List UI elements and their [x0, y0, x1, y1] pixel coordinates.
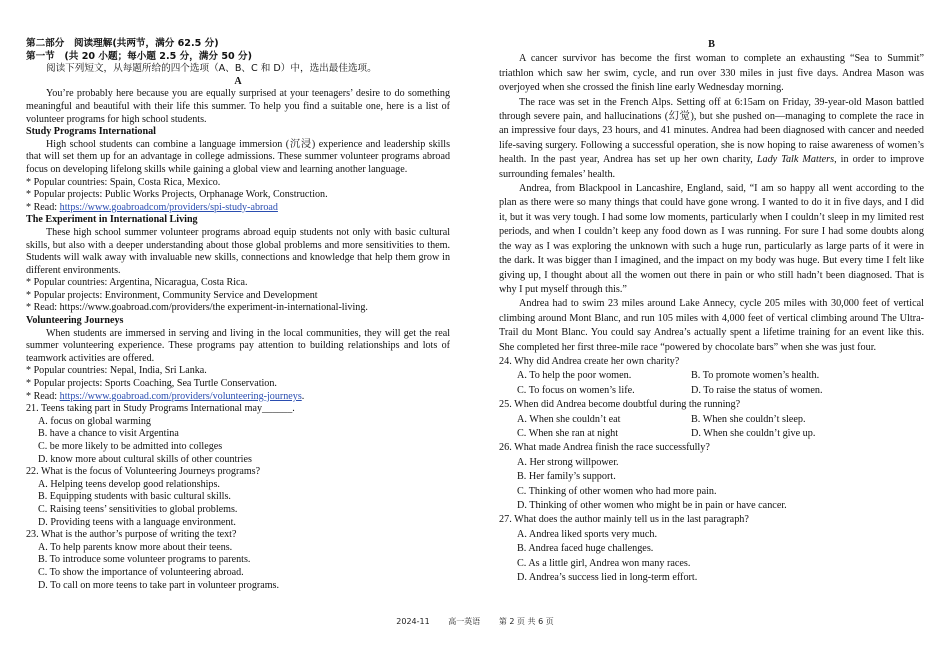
question-22	[26, 466, 450, 529]
option-c[interactable]: C. As a little girl, Andrea won many races.	[517, 557, 691, 569]
question-21	[26, 403, 450, 466]
question-23	[26, 529, 450, 592]
read-label: * Read:	[26, 390, 60, 402]
program-read	[26, 391, 450, 404]
question-25	[499, 398, 924, 441]
passage-b-paragraph-4: Andrea had to swim 23 miles around Lake Annecy, cycle 205 miles with 30,000 feet of vertical climbing around Mont Blanc, and run 105 miles with 4,000 feet of vertical climbing around The Ultra-Trail du Mont Blanc. You could say Andrea’s actually spent a lifetime training for an event like this. She completed her first three-mile race “powered by chocolate bars” when she was just four.	[499, 298, 924, 353]
passage-b-paragraph-1: A cancer survivor has become the first woman to complete an exhausting “Sea to Summit” triathlon which saw her swim, cycle, and run over 330 miles in just five days. Andrea Mason was overjoyed when she crossed the finish line early Wednesday morning.	[499, 53, 924, 94]
passage-b-paragraph-2	[499, 96, 924, 182]
question-stem: 25. When did Andrea become doubtful during the running?	[499, 399, 741, 411]
passage-a-intro: You’re probably here because you are equally surprised at your teenagers’ desire to do something meaningful and beautiful with their life this summer. To help you find a suitable one, here is a list of volunteer programs for high school students.	[26, 88, 450, 125]
program-title: Study Programs International	[26, 126, 156, 138]
option-b[interactable]: B. have a chance to visit Argentina	[38, 428, 179, 440]
read-tail: .	[301, 390, 305, 402]
page-footer	[0, 616, 950, 627]
footer-date: 2024-11	[396, 617, 430, 626]
passage-b-paragraph-3: Andrea, from Blackpool in Lancashire, England, said, “I am so happy all went according to the plan as there were so many things that could have gone wrong. I wanted to do it in five days, and I did it, but it was very tough. I had some low moments, particularly when I couldn’t sleep in my limited rest periods, and when I couldn’t keep any food down as I was running. For sure I had some doubts along the way as I was exploring the unknown with such a huge run, particularly as large parts of it were in the dark. It was bigger than I imagined, and the impact on my body was huge. But every time I felt like giving up, I thought about all the women out there in pain or who still hadn’t been diagnosed. That is why I put myself through this.”	[499, 183, 924, 295]
program-volunteering-journeys	[26, 315, 450, 403]
charity-name: Lady Talk Matters	[756, 154, 835, 166]
program-spi	[26, 126, 450, 214]
program-projects: * Popular projects: Sports Coaching, Sea Turtle Conservation.	[26, 378, 277, 390]
program-body: When students are immersed in serving and living in the local communities, they will get the real summer volunteering experience. These programs pay attention to building relationships and lots of teamwork activities are offered.	[26, 327, 450, 364]
option-b[interactable]: B. Equipping students with basic cultural skills.	[38, 491, 231, 503]
program-title: Volunteering Journeys	[26, 315, 124, 327]
program-countries: * Popular countries: Nepal, India, Sri Lanka.	[26, 365, 207, 377]
footer-page-number: 第 2 页 共 6 页	[498, 617, 554, 626]
left-column	[26, 38, 450, 592]
footer-subject: 高一英语	[448, 617, 481, 626]
option-b[interactable]: B. Andrea faced huge challenges.	[517, 543, 654, 555]
paragraph-text: , in order to improve surrounding females’ health.	[499, 154, 924, 180]
question-26	[499, 441, 924, 513]
question-stem: 21. Teens taking part in Study Programs International may______.	[26, 403, 295, 415]
option-d[interactable]: D. Providing teens with a language environment.	[38, 516, 236, 528]
section-heading: 第一节 (共 20 小题；每小题 2.5 分，满分 50 分)	[26, 50, 253, 62]
option-a[interactable]: A. To help the poor women.	[517, 370, 632, 382]
program-read: * Read: https://www.goabroad.com/providers/the experiment-in-international-living.	[26, 302, 368, 314]
option-a[interactable]: A. Andrea liked sports very much.	[517, 528, 658, 540]
program-body: These high school summer volunteer programs abroad equip students not only with basic cultural skills, but also with a deeper understanding about those global problems and more sensitivities to them. Students will walk away with invaluable new skills, connections and knowledge that help them grow in different environments.	[26, 226, 450, 276]
option-d[interactable]: D. When she couldn’t give up.	[691, 427, 816, 439]
right-column	[499, 38, 924, 585]
program-title: The Experiment in International Living	[26, 214, 198, 226]
question-24	[499, 355, 924, 398]
option-a[interactable]: A. Helping teens develop good relationships.	[38, 478, 220, 490]
option-a[interactable]: A. To help parents know more about their teens.	[38, 541, 233, 553]
option-c[interactable]: C. be more likely to be admitted into colleges	[38, 441, 223, 452]
read-link[interactable]: https://www.goabroadcom/providers/spi-study-abroad	[59, 201, 278, 213]
program-body: High school students can combine a language immersion (沉浸) experience and leadership skills that will set them up for an advantage in college admissions. These summer volunteer programs abroad focus on developing lifelong skills while gaining a global view and learning another language.	[26, 138, 450, 175]
option-d[interactable]: D. To raise the status of women.	[691, 384, 823, 396]
question-stem: 23. What is the author’s purpose of writing the text?	[26, 529, 237, 541]
option-b[interactable]: B. When she couldn’t sleep.	[691, 413, 806, 425]
option-a[interactable]: A. When she couldn’t eat	[517, 413, 621, 425]
question-stem: 24. Why did Andrea create her own charity?	[499, 355, 680, 367]
read-link[interactable]: https://www.goabroad.com/providers/volunteering-journeys	[59, 390, 302, 402]
option-b[interactable]: B. To promote women’s health.	[691, 370, 820, 382]
option-c[interactable]: C. When she ran at night	[517, 427, 619, 439]
option-a[interactable]: A. Her strong willpower.	[517, 456, 619, 468]
option-b[interactable]: B. Her family’s support.	[517, 471, 616, 483]
program-countries: * Popular countries: Argentina, Nicaragua, Costa Rica.	[26, 277, 248, 289]
paragraph-text: The race was set in the French Alps. Setting off at 6:15am on Friday, 39-year-old Mason battled through severe pain, and hallucinations (幻觉), but she pushed on—managing to complete the race in an impressive four days, 23 hours, and 41 minutes. Andrea had been diagnosed with cancer and needed life-saving surgery. Following a successful operation, she is now hoping to raise awareness of women’s health. In the past year, Andrea has set up her own charity,	[499, 96, 924, 166]
instruction: 阅读下列短文，从每题所给的四个选项（A、B、C 和 D）中，选出最佳选项。	[46, 63, 377, 75]
option-c[interactable]: C. To show the importance of volunteering abroad.	[38, 566, 244, 578]
question-stem: 27. What does the author mainly tell us in the last paragraph?	[499, 514, 749, 526]
program-countries: * Popular countries: Spain, Costa Rica, Mexico.	[26, 176, 221, 188]
program-projects: * Popular projects: Public Works Projects, Orphanage Work, Construction.	[26, 189, 328, 201]
option-d[interactable]: D. Thinking of other women who might be in pain or have cancer.	[517, 500, 787, 511]
option-c[interactable]: C. To focus on women’s life.	[517, 384, 635, 396]
option-d[interactable]: D. Andrea’s success lied in long-term effort.	[517, 572, 698, 584]
read-label: * Read:	[26, 201, 60, 213]
part-heading: 第二部分 阅读理解(共两节，满分 62.5 分)	[26, 38, 219, 49]
program-read	[26, 202, 450, 215]
option-d[interactable]: D. To call on more teens to take part in volunteer programs.	[38, 579, 280, 591]
question-27	[499, 513, 924, 585]
option-b[interactable]: B. To introduce some volunteer programs to parents.	[38, 554, 251, 566]
option-d[interactable]: D. know more about cultural skills of other countries	[38, 453, 252, 465]
option-c[interactable]: C. Raising teens’ sensitivities to global problems.	[38, 503, 238, 515]
passage-b-label: B	[708, 39, 715, 50]
passage-a-label: A	[234, 75, 242, 87]
option-a[interactable]: A. focus on global warming	[38, 415, 151, 427]
option-c[interactable]: C. Thinking of other women who had more pain.	[517, 485, 717, 497]
question-stem: 22. What is the focus of Volunteering Journeys programs?	[26, 466, 261, 478]
program-projects: * Popular projects: Environment, Community Service and Development	[26, 289, 318, 301]
program-experiment	[26, 214, 450, 315]
question-stem: 26. What made Andrea finish the race successfully?	[499, 442, 710, 454]
